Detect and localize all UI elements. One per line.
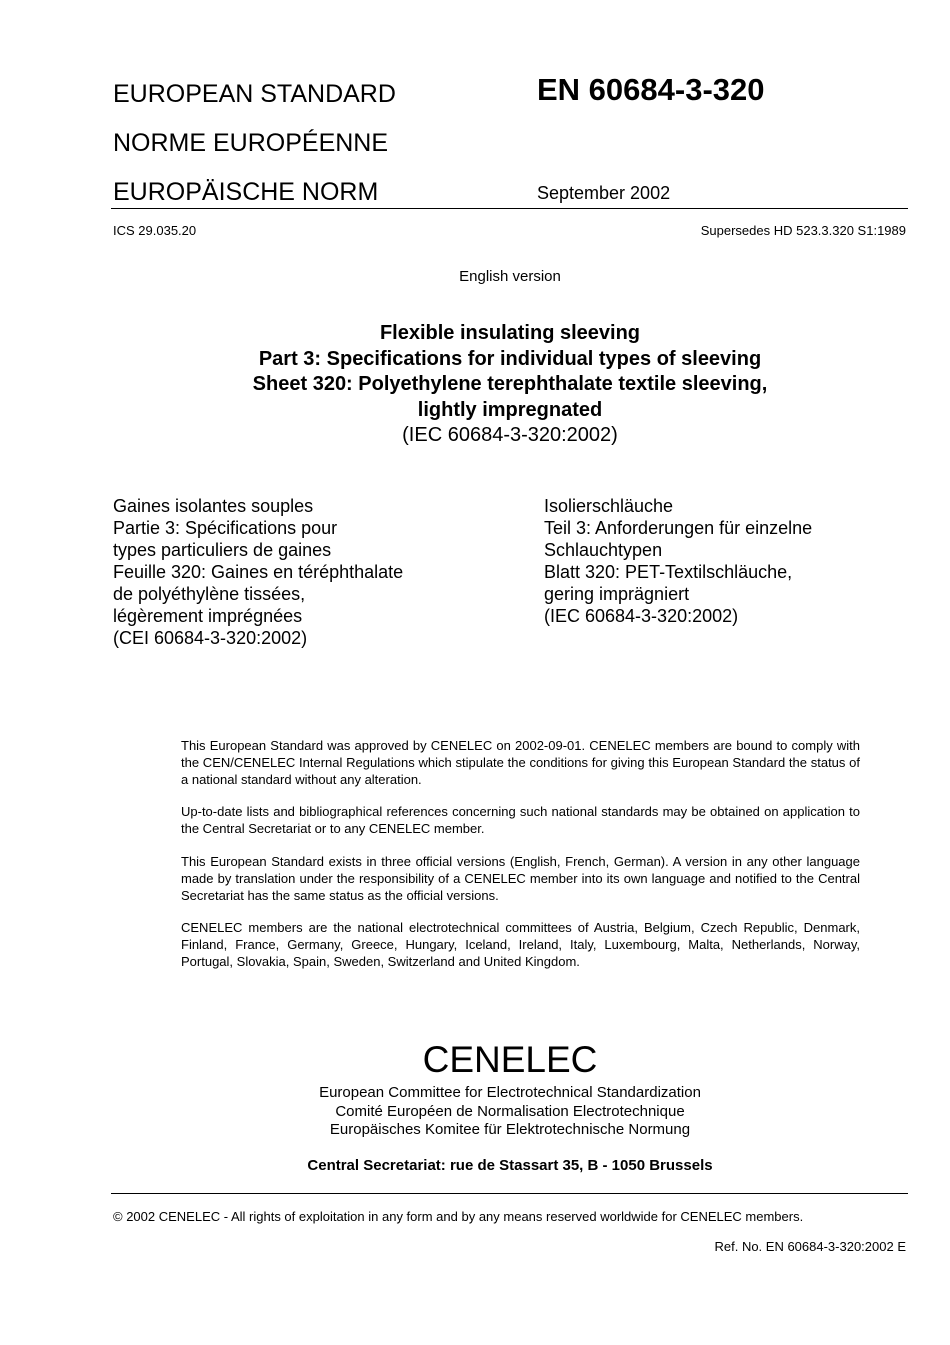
french-title-line: Gaines isolantes souples	[113, 496, 314, 516]
french-title-line: types particuliers de gaines	[113, 540, 332, 560]
french-title-line: (CEI 60684-3-320:2002)	[113, 628, 308, 648]
organization-name-en: European Committee for Electrotechnical Standardization	[319, 1084, 701, 1101]
english-title	[0, 321, 950, 449]
organization-name-fr: Comité Européen de Normalisation Electrotechnique	[335, 1102, 685, 1120]
german-title-line: Isolierschläuche	[544, 496, 674, 516]
title-line: Sheet 320: Polyethylene terephthalate textile sleeving,	[252, 373, 768, 395]
title-line: Flexible insulating sleeving	[379, 322, 641, 344]
note-paragraph: CENELEC members are the national electrotechnical committees of Austria, Belgium, Czech Republic, Denmark, Finland, France, Germany, Greece, Hungary, Iceland, Ireland, Italy, Luxembourg, Malta, Netherlands, Norway, Portugal, Slovakia, Spain, Sweden, Switzerland and United Kingdom.	[181, 920, 860, 969]
note-paragraph: This European Standard exists in three official versions (English, French, German). A version in any other language made by translation under the responsibility of a CENELEC member into its own language and notified to the Central Secretariat has the same status as the official versions.	[181, 853, 860, 903]
french-title-line: Feuille 320: Gaines en téréphthalate	[113, 562, 404, 582]
german-title-line: Schlauchtypen	[544, 540, 663, 560]
french-title-line: légèrement imprégnées	[113, 606, 303, 626]
title-line: lightly impregnated	[417, 398, 603, 421]
publication-date: September 2002	[537, 183, 671, 203]
german-title-line: (IEC 60684-3-320:2002)	[544, 606, 739, 626]
heading-norme-europeenne: NORME EUROPÉENNE	[113, 129, 389, 157]
footer-divider	[111, 1193, 908, 1194]
header-divider	[111, 208, 908, 209]
note-paragraph: Up-to-date lists and bibliographical references concerning such national standards may be obtained on application to the Central Secretariat or to any CENELEC member.	[181, 804, 860, 837]
title-line: Part 3: Specifications for individual types of sleeving	[258, 347, 762, 370]
french-title-line: Partie 3: Spécifications pour	[113, 518, 338, 538]
german-title-line: gering imprägniert	[544, 584, 690, 604]
french-title-line: de polyéthylène tissées,	[113, 584, 306, 604]
title-iec-reference: (IEC 60684-3-320:2002)	[402, 424, 618, 446]
note-paragraph: This European Standard was approved by CENELEC on 2002-09-01. CENELEC members are bound to comply with the CEN/CENELEC Internal Regulations which stipulate the conditions for giving this European Standard the status of a national standard without any alteration.	[181, 738, 860, 787]
heading-european-standard: EUROPEAN STANDARD	[113, 80, 396, 108]
german-title	[544, 495, 812, 627]
language-version: English version	[459, 268, 561, 285]
central-secretariat-address: Central Secretariat: rue de Stassart 35, B - 1050 Brussels	[307, 1157, 713, 1174]
organization-full-names	[0, 1084, 950, 1140]
organization-name-de: Europäisches Komitee für Elektrotechnische Normung	[329, 1121, 691, 1138]
ics-code: ICS 29.035.20	[113, 223, 197, 238]
german-title-line: Blatt 320: PET-Textilschläuche,	[544, 562, 793, 582]
french-title	[113, 495, 403, 649]
organization-name: CENELEC	[422, 1039, 598, 1080]
german-title-line: Teil 3: Anforderungen für einzelne	[544, 518, 813, 538]
standard-number: EN 60684-3-320	[537, 72, 765, 107]
approval-notes	[181, 738, 860, 987]
reference-number: Ref. No. EN 60684-3-320:2002 E	[714, 1239, 906, 1254]
heading-europaische-norm: EUROPÄISCHE NORM	[113, 178, 379, 206]
copyright-notice: © 2002 CENELEC - All rights of exploitation in any form and by any means reserved worldwide for CENELEC members.	[113, 1209, 804, 1224]
supersedes-note: Supersedes HD 523.3.320 S1:1989	[700, 223, 906, 238]
